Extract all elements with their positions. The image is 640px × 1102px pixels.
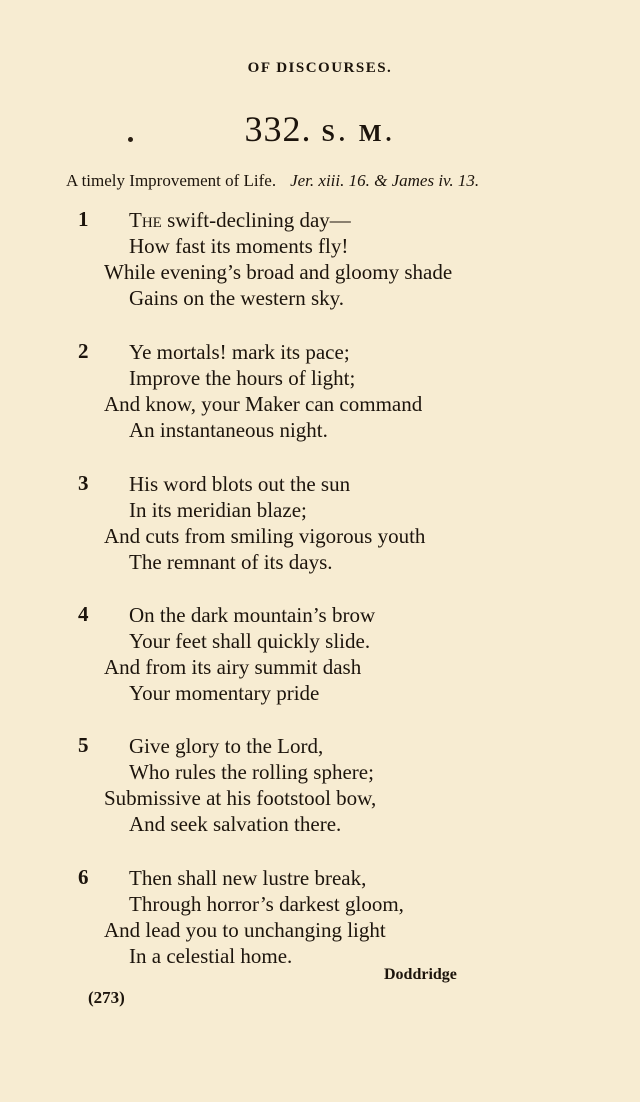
hymn-heading [0,108,640,150]
running-head: OF DISCOURSES. [247,60,393,76]
author-attribution: Doddridge [384,966,457,983]
stanza-line: And cuts from smiling vigorous youth [104,524,426,548]
stanza-line: How fast its moments fly! [129,234,349,258]
stanza-line: And from its airy summit dash [104,655,362,679]
stanza-line: Submissive at his footstool bow, [104,786,377,810]
stanza-line: Who rules the rolling sphere; [129,760,374,784]
stanza-number: 6 [78,865,89,889]
stanza-line: Through horror’s darkest gloom, [129,892,404,916]
stanza-line: Then shall new lustre break, [129,866,367,890]
stanza-number: 5 [78,733,89,757]
stanza-line: Your momentary pride [129,681,320,705]
stanza-line: While evening’s broad and gloomy shade [104,260,453,284]
stanza-number: 1 [78,207,89,231]
hymn-subtitle [66,171,596,191]
stanza-line: Gains on the western sky. [129,286,345,310]
stanza-number: 3 [78,471,89,495]
stanza-line: And know, your Maker can command [104,392,423,416]
stanza-line-text: swift-declining day— [167,208,351,232]
stanza-line: An instantaneous night. [129,418,328,442]
hymn-number: 332. [244,109,312,149]
stanza-line: Your feet shall quickly slide. [129,629,371,653]
page-number: (273) [88,988,125,1007]
stanza-line: In a celestial home. [129,944,293,968]
stanza-number: 4 [78,602,89,626]
stanza-line: On the dark mountain’s brow [129,603,376,627]
stanza-line: Ye mortals! mark its pace; [129,340,350,364]
stanza-line: In its meridian blaze; [129,498,307,522]
hymn-title: A timely Improvement of Life. [66,171,277,190]
hymn-meter: S. M. [321,121,396,147]
stanza-first-word: The [129,208,162,232]
stanza-line: Give glory to the Lord, [129,734,324,758]
stanza-line: The remnant of its days. [129,550,333,574]
stanza-line [129,207,351,233]
scripture-reference: Jer. xiii. 16. & James iv. 13. [290,171,480,190]
stanza-line: And seek salvation there. [129,812,342,836]
stanza-line: His word blots out the sun [129,472,351,496]
stanza-line: And lead you to unchanging light [104,918,386,942]
stanza-line: Improve the hours of light; [129,366,356,390]
stanza-number: 2 [78,339,89,363]
